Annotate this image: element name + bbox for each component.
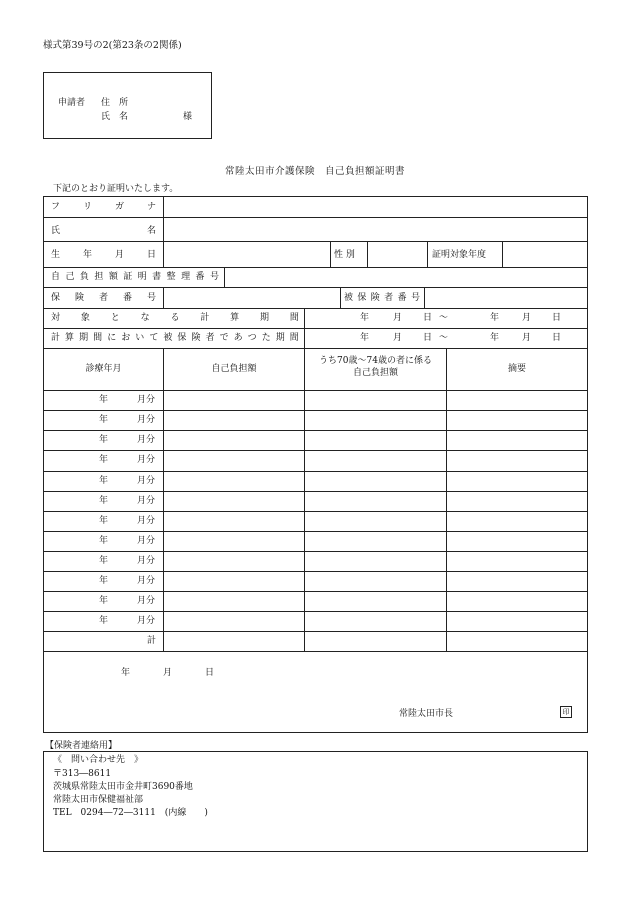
cert-number-label: 自 己 負 担 額 証 明 書 整 理 番 号 — [51, 272, 219, 282]
issue-year: 年 — [121, 668, 131, 678]
row-year: 年 — [99, 476, 109, 486]
insured-period-to-day: 日 — [552, 333, 562, 343]
contact-address: 茨城県常陸太田市金井町3690番地 — [53, 782, 193, 792]
row-year: 年 — [99, 596, 109, 606]
birthdate-label: 生 年 月 日 — [51, 250, 156, 260]
contact-heading: 《 問い合わせ先 》 — [53, 755, 144, 765]
contact-box — [43, 751, 588, 852]
issue-day: 日 — [205, 668, 215, 678]
row-year: 年 — [99, 576, 109, 586]
document-title: 常陸太田市介護保険 自己負担額証明書 — [224, 166, 405, 177]
applicant-address-label: 住 所 — [101, 98, 129, 108]
contact-tel: TEL 0294―72―3111 (内線 ) — [53, 808, 208, 818]
calc-period-to-year: 年 — [490, 313, 500, 323]
row-year: 年 — [99, 415, 109, 425]
target-year-label: 証明対象年度 — [432, 250, 487, 260]
applicant-name-label: 氏 名 — [101, 112, 129, 122]
row-month: 月分 — [137, 395, 156, 405]
insured-period-to-year: 年 — [490, 333, 500, 343]
insured-number-label: 被 保 険 者 番 号 — [344, 293, 420, 303]
header-treatment-month: 診療年月 — [85, 364, 122, 374]
row-month: 月分 — [137, 616, 156, 626]
insured-period-from-month: 月 — [393, 333, 403, 343]
calc-period-label: 対 象 と な る 計 算 期 間 — [51, 313, 299, 323]
intro-text: 下記のとおり証明いたします。 — [53, 184, 179, 194]
contact-postal: 〒313―8611 — [53, 769, 112, 779]
issuer-name: 常陸太田市長 — [399, 709, 454, 719]
row-month: 月分 — [137, 576, 156, 586]
row-year: 年 — [99, 395, 109, 405]
contact-department: 常陸太田市保健福祉部 — [53, 795, 144, 805]
seal-mark: 印 — [560, 706, 572, 718]
row-year: 年 — [99, 496, 109, 506]
calc-period-to-day: 日 — [552, 313, 562, 323]
row-month: 月分 — [137, 415, 156, 425]
calc-period-from-month: 月 — [393, 313, 403, 323]
form-number: 様式第39号の2(第23条の2関係) — [43, 40, 182, 51]
furigana-label: フ リ ガ ナ — [51, 202, 156, 212]
row-year: 年 — [99, 616, 109, 626]
row-year: 年 — [99, 536, 109, 546]
sex-label: 性 別 — [334, 250, 355, 260]
row-month: 月分 — [137, 556, 156, 566]
row-month: 月分 — [137, 496, 156, 506]
row-month: 月分 — [137, 596, 156, 606]
row-year: 年 — [99, 516, 109, 526]
insured-period-from-year: 年 — [360, 333, 370, 343]
calc-period-to-month: 月 — [522, 313, 532, 323]
row-year: 年 — [99, 455, 109, 465]
row-month: 月分 — [137, 516, 156, 526]
calc-period-tilde: 〜 — [439, 313, 449, 323]
header-copay: 自己負担額 — [211, 364, 257, 374]
insured-period-from-day: 日 — [423, 333, 433, 343]
row-month: 月分 — [137, 536, 156, 546]
insured-period-label: 計 算 期 間 に お い て 被 保 険 者 で あ つ た 期 間 — [51, 333, 299, 343]
row-month: 月分 — [137, 435, 156, 445]
applicant-box — [43, 72, 212, 139]
row-month: 月分 — [137, 455, 156, 465]
insured-period-to-month: 月 — [522, 333, 532, 343]
name-label: 氏 名 — [51, 226, 156, 236]
contact-section-label: 【保険者連絡用】 — [45, 741, 118, 751]
issue-month: 月 — [163, 668, 173, 678]
certificate-form — [43, 196, 588, 733]
insured-period-tilde: 〜 — [439, 333, 449, 343]
insurer-number-label: 保 険 者 番 号 — [51, 293, 156, 303]
total-label: 計 — [147, 636, 157, 646]
header-copay-70-74: うち70歳〜74歳の者に係る 自己負担額 — [319, 356, 432, 378]
applicant-label: 申請者 — [58, 98, 86, 108]
row-month: 月分 — [137, 476, 156, 486]
calc-period-from-day: 日 — [423, 313, 433, 323]
calc-period-from-year: 年 — [360, 313, 370, 323]
header-remarks: 摘要 — [507, 364, 526, 374]
row-year: 年 — [99, 556, 109, 566]
applicant-honorific: 様 — [183, 112, 193, 122]
row-year: 年 — [99, 435, 109, 445]
